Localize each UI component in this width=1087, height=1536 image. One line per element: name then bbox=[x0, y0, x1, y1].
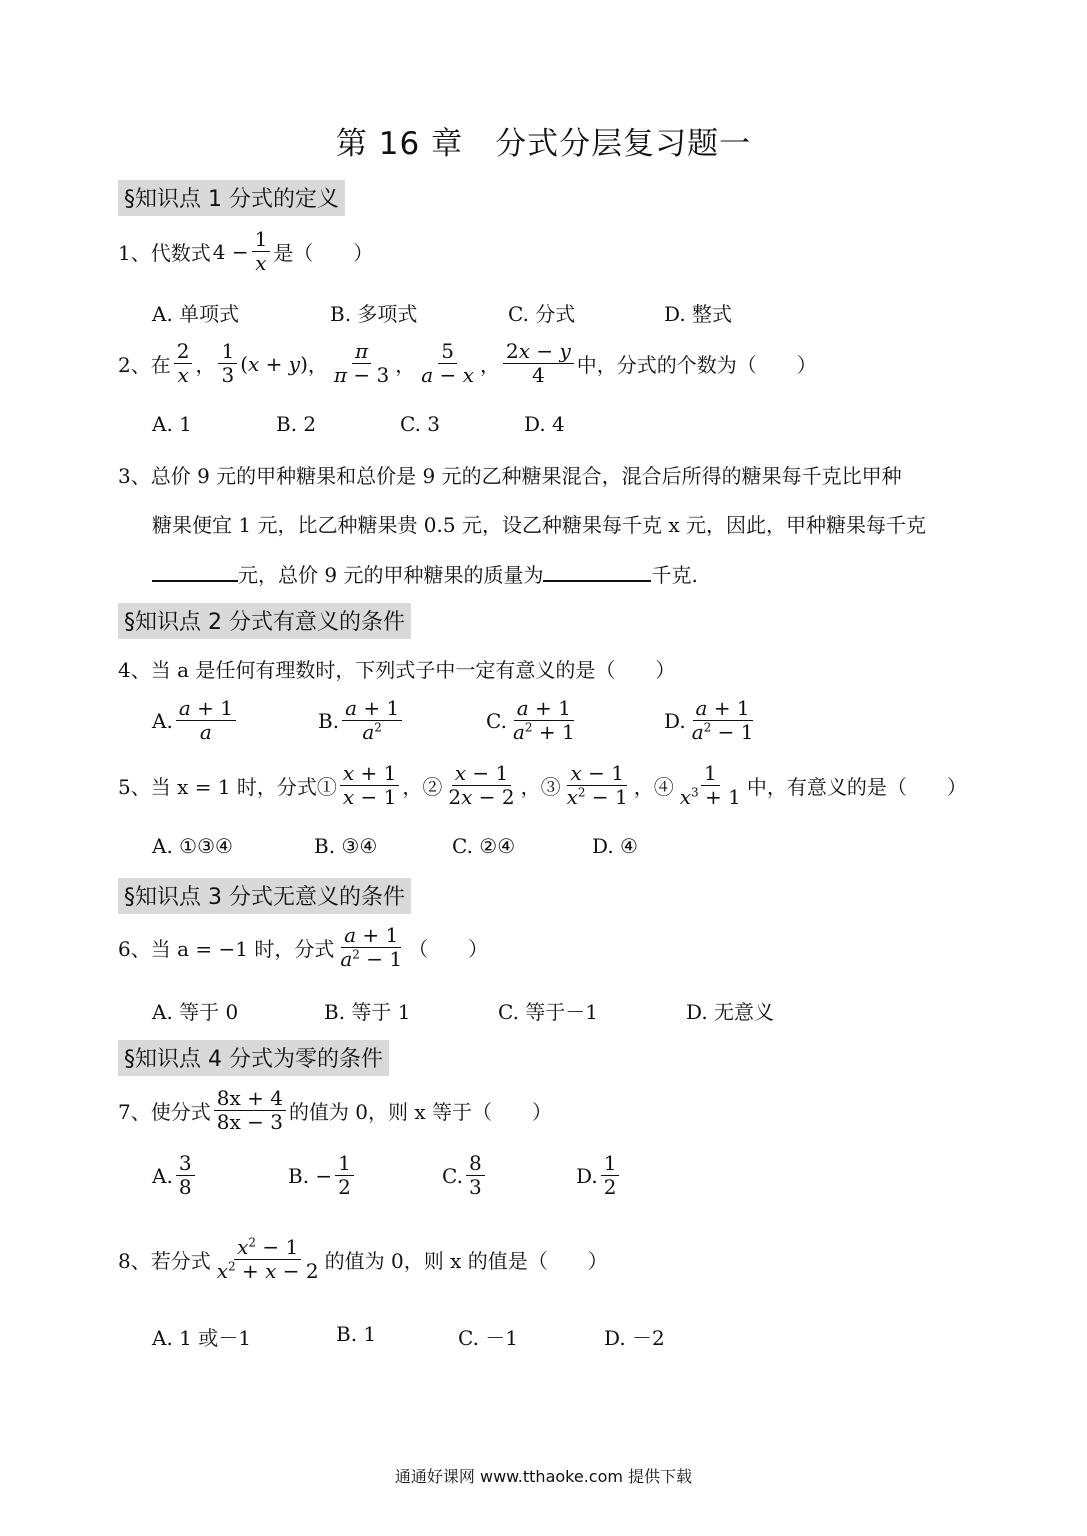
q7-suffix: 的值为 0，则 x 等于（ ） bbox=[288, 1100, 553, 1124]
q8-prefix: 8、若分式 bbox=[118, 1249, 211, 1273]
q1-expr-lead: 4 − bbox=[212, 239, 249, 264]
q3-line-3b: 千克. bbox=[651, 563, 698, 587]
q7-fraction: $\frac{8x + 4}{8x - 3}$ bbox=[214, 1087, 286, 1134]
question-1 bbox=[118, 228, 373, 275]
q7-prefix: 7、使分式 bbox=[118, 1100, 211, 1124]
q3-line-3a: 元，总价 9 元的甲种糖果的质量为 bbox=[238, 563, 544, 587]
q2-expr-1: $\frac{2}{x}$ bbox=[174, 340, 193, 387]
q2-expr-2: $\frac{1}{3}$ bbox=[218, 340, 237, 387]
q5-option-a: A. ①③④ bbox=[152, 834, 233, 858]
section-heading-3: §知识点 3 分式无意义的条件 bbox=[118, 878, 411, 914]
q1-den: x bbox=[255, 251, 267, 275]
q6-option-a: A. 等于 0 bbox=[152, 1000, 239, 1024]
q1-num: 1 bbox=[252, 228, 271, 252]
section-heading-4: §知识点 4 分式为零的条件 bbox=[118, 1040, 389, 1076]
q3-blank-1[interactable] bbox=[152, 562, 238, 582]
q8-option-a: A. 1 或－1 bbox=[152, 1326, 251, 1350]
q6-suffix: （ ） bbox=[408, 937, 489, 961]
q7-option-d: D. $\frac{1}{2}$ bbox=[576, 1152, 622, 1199]
page-title: 第 16 章 分式分层复习题一 bbox=[335, 126, 752, 162]
q8-fraction: $\frac{x^2 - 1}{x^2 + x - 2}$ bbox=[216, 1235, 319, 1283]
q3-line-2: 糖果便宜 1 元，比乙种糖果贵 0.5 元，设乙种糖果每千克 x 元，因此，甲种糖果每千克 bbox=[152, 513, 926, 537]
q3-blank-2[interactable] bbox=[543, 562, 651, 582]
q5-prefix: 5、当 x = 1 时，分式① bbox=[118, 775, 337, 799]
question-4: 4、当 a 是任何有理数时，下列式子中一定有意义的是（ ） bbox=[118, 658, 676, 682]
q7-option-c: C. $\frac{8}{3}$ bbox=[442, 1152, 488, 1199]
q5-frac-4: $\frac{1}{x^3 + 1}$ bbox=[679, 761, 741, 809]
q2-prefix: 2、在 bbox=[118, 353, 171, 377]
q6-option-b: B. 等于 1 bbox=[324, 1000, 411, 1024]
q2-option-b: B. 2 bbox=[276, 412, 317, 436]
q2-option-a: A. 1 bbox=[152, 412, 192, 436]
q7-option-b: B. − $\frac{1}{2}$ bbox=[288, 1152, 357, 1199]
q5-option-d: D. ④ bbox=[592, 834, 638, 858]
q8-suffix: 的值为 0，则 x 的值是（ ） bbox=[324, 1249, 608, 1273]
q1-prefix: 1、代数式 bbox=[118, 241, 211, 265]
section-heading-1: §知识点 1 分式的定义 bbox=[118, 180, 345, 216]
section-heading-2: §知识点 2 分式有意义的条件 bbox=[118, 603, 411, 639]
q2-suffix: 中，分式的个数为（ ） bbox=[576, 353, 817, 377]
q1-option-c: C. 分式 bbox=[508, 302, 576, 326]
q6-option-c: C. 等于－1 bbox=[498, 1000, 599, 1024]
q5-frac-1: $\frac{x + 1}{x - 1}$ bbox=[340, 762, 399, 809]
q1-option-d: D. 整式 bbox=[664, 302, 733, 326]
q5-frac-3: $\frac{x - 1}{x^2 - 1}$ bbox=[566, 761, 628, 809]
q4-option-a: A. $\frac{a + 1}{a}$ bbox=[152, 697, 239, 744]
q5-suffix: 中，有意义的是（ ） bbox=[746, 775, 967, 799]
question-7 bbox=[118, 1087, 552, 1134]
q5-option-c: C. ②④ bbox=[452, 834, 516, 858]
q2-expr-4: $\frac{5}{a - x}$ bbox=[421, 339, 474, 387]
q3-line-1: 3、总价 9 元的甲种糖果和总价是 9 元的乙种糖果混合，混合后所得的糖果每千克比甲种 bbox=[118, 464, 902, 488]
q1-option-a: A. 单项式 bbox=[152, 302, 240, 326]
footer-credit: 通通好课网 www.tthaoke.com 提供下载 bbox=[394, 1467, 693, 1486]
q1-option-b: B. 多项式 bbox=[330, 302, 418, 326]
q2-expr-5: $\frac{2x - y}{4}$ bbox=[503, 340, 574, 387]
q4-option-b: B. $\frac{a + 1}{a^2}$ bbox=[318, 697, 405, 744]
q2-option-c: C. 3 bbox=[400, 412, 441, 436]
q8-option-d: D. －2 bbox=[604, 1326, 665, 1350]
q6-prefix: 6、当 a = −1 时，分式 bbox=[118, 937, 335, 961]
q2-expr-3: $\frac{\pi}{\pi - 3}$ bbox=[333, 339, 390, 387]
question-8 bbox=[118, 1236, 608, 1283]
question-6 bbox=[118, 924, 488, 971]
q6-option-d: D. 无意义 bbox=[686, 1000, 775, 1024]
q5-option-b: B. ③④ bbox=[314, 834, 378, 858]
q8-option-c: C. －1 bbox=[458, 1326, 519, 1350]
q6-fraction: $\frac{a + 1}{a^2 - 1}$ bbox=[340, 923, 403, 971]
q4-option-d: D. $\frac{a + 1}{a^2 - 1}$ bbox=[664, 696, 754, 744]
question-5: 5、当 x = 1 时，分式① $\frac{x + 1}{x - 1}$ ，② $\frac{x - 1}{2x - 2}$ ，③ $\frac{x - 1}{x^2 - 1}$ ，④ $\frac{1}{x^3 + 1}$ 中，有意义的是（ ） bbox=[118, 761, 967, 809]
q5-frac-2: $\frac{x - 1}{2x - 2}$ bbox=[448, 761, 515, 809]
q4-option-c: C. $\frac{a + 1}{a^2 + 1}$ bbox=[486, 696, 575, 744]
q1-fraction bbox=[252, 228, 271, 275]
q3-line-3 bbox=[152, 559, 698, 588]
q1-suffix: 是（ ） bbox=[273, 241, 374, 265]
q7-option-a: A. $\frac{3}{8}$ bbox=[152, 1152, 198, 1199]
q8-option-b: B. 1 bbox=[336, 1322, 377, 1346]
question-2: 2、在 $\frac{2}{x}$ ， $\frac{1}{3}$ (x + y) ， $\frac{\pi}{\pi - 3}$ ， $\frac{5}{a - x}$ ， $\frac{2x - y}{4}$ 中，分式的个数为（ ） bbox=[118, 339, 817, 387]
q2-option-d: D. 4 bbox=[524, 412, 565, 436]
